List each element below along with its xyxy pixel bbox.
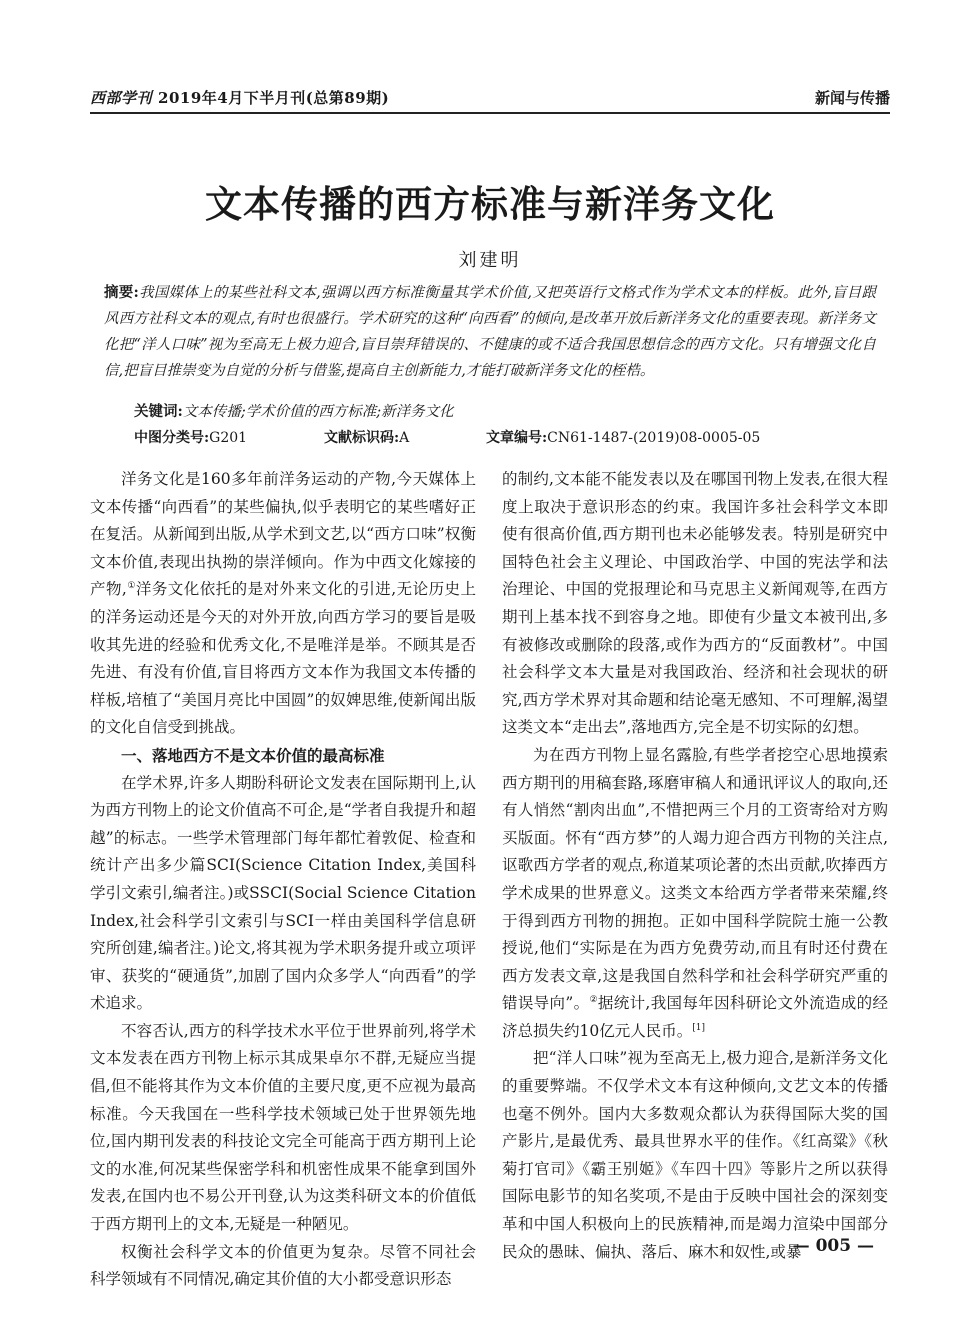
section-heading: 一、落地西方不是文本价值的最高标准 [121,745,385,765]
author-name: 刘建明 [458,250,522,271]
abstract [104,280,876,384]
paragraph: 在学术界,许多人期盼科研论文发表在国际期刊上,认为西方刊物上的论文价值高不可企,是“学者自我提升和超越”的标志。一些学术管理部门每年都忙着敦促、检查和统计产出多少篇SCI(Science Citation Index,美国科学引文索引,编者注。)或SSCI(Social Science Citation Index,社会科学引文索引与SCI一样由美国科学信息研究所创建,编者注。)论文,将其视为学术职务提升或立项评审、获奖的“硬通货”,加剧了国内众多学人“向西看”的学术追求。 [90,773,476,1013]
journal-name: 西部学刊 [90,89,153,107]
paragraph: 不容否认,西方的科学技术水平位于世界前列,将学术文本发表在西方刊物上标示其成果卓尔不群,无疑应当提倡,但不能将其作为文本价值的主要尺度,更不应视为最高标准。今天我国在一些科学技术领域已处于世界领先地位,国内期刊发表的科技论文完全可能高于西方期刊上论文的水准,何况某些保密学科和机密性成果不能拿到国外发表,在国内也不易公开刊登,认为这类科研文本的价值低于西方期刊上的文本,无疑是一种陋见。 [90,1021,476,1234]
journal-info [90,87,389,108]
clc-code: 中图分类号:G201 [134,430,248,446]
footnote-marker: ② [589,995,598,1006]
running-header [90,86,890,114]
article-number: 文章编号:CN61-1487-(2019)08-0005-05 [486,430,761,446]
reference-marker: [1] [692,1022,705,1033]
abstract-text: 我国媒体上的某些社科文本,强调以西方标准衡量其学术价值,又把英语行文格式作为学术文本的样板。此外,盲目跟风西方社科文本的观点,有时也很盛行。学术研究的这种“向西看”的倾向,是改革开放后新洋务文化的重要表现。新洋务文化把“洋人口味”视为至高无上极力迎合,盲目崇拜错误的、不健康的或不适合我国思想信念的西方文化。只有增强文化自信,把盲目推崇变为自觉的分析与借鉴,提高自主创新能力,才能打破新洋务文化的桎梏。 [104,285,877,379]
keywords [134,402,874,422]
journal-issue: 2019年4月下半月刊(总第89期) [158,89,390,107]
paragraph: 为在西方刊物上显名露脸,有些学者挖空心思地摸索西方期刊的用稿套路,琢磨审稿人和通讯评议人的取向,还有人悄然“割肉出血”,不惜把两三个月的工资寄给对方购买版面。怀有“西方梦”的人竭力迎合西方刊物的关注点,讴歌西方学者的观点,称道某项论著的杰出贡献,吹捧西方学术成果的世界意义。这类文本给西方学者带来荣耀,终于得到西方刊物的拥抱。正如中国科学院院士施一公教授说,他们“实际是在为西方免费劳动,而且有时还付费在西方发表文章,这是我国自然科学和社会科学研究严重的错误导向”。②据统计,我国每年因科研论文外流造成的经济总损失约10亿元人民币。[1] [502,745,888,1040]
body-column-left [90,466,476,1294]
footnote-marker: ① [126,581,136,592]
document-code: 文献标识码:A [324,430,410,446]
paragraph: 权衡社会科学文本的价值更为复杂。尽管不同社会科学领域有不同情况,确定其价值的大小都受意识形态 [90,1242,476,1289]
classification-line [134,428,874,448]
paragraph: 洋务文化是160多年前洋务运动的产物,今天媒体上文本传播“向西看”的某些偏执,似乎表明它的某些嗜好正在复活。从新闻到出版,从学术到文艺,以“西方口味”权衡文本价值,表现出执拗的崇洋倾向。作为中西文化嫁接的产物,①洋务文化依托的是对外来文化的引进,无论历史上的洋务运动还是今天的对外开放,向西方学习的要旨是吸收其先进的经验和优秀文化,不是唯洋是举。不顾其是否先进、有没有价值,盲目将西方文本作为我国文本传播的样板,培植了“美国月亮比中国圆”的奴婢思维,使新闻出版的文化自信受到挑战。 [90,470,476,737]
paragraph: 把“洋人口味”视为至高无上,极力迎合,是新洋务文化的重要弊端。不仅学术文本有这种倾向,文艺文本的传播也毫不例外。国内大多数观众都认为获得国际大奖的国产影片,是最优秀、最具世界水平的佳作。《红高粱》《秋菊打官司》《霸王别姬》《车四十四》等影片之所以获得国际电影节的知名奖项,不是由于反映中国社会的深刻变革和中国人积极向上的民族精神,而是竭力渲染中国部分民众的愚昧、偏执、落后、麻木和奴性,或暴 [502,1049,888,1261]
keywords-text: 文本传播;学术价值的西方标准;新洋务文化 [182,404,454,420]
body-column-right [502,466,888,1266]
abstract-label: 摘要: [104,284,139,301]
keywords-label: 关键词: [134,403,183,420]
paragraph: 的制约,文本能不能发表以及在哪国刊物上发表,在很大程度上取决于意识形态的约束。我国许多社会科学文本即使有很高价值,西方期刊也未必能够发表。特别是研究中国特色社会主义理论、中国政治学、中国的宪法学和法治理论、中国的党报理论和马克思主义新闻观等,在西方期刊上基本找不到容身之地。即使有少量文本被刊出,多有被修改或删除的段落,或作为西方的“反面教材”。中国社会科学文本大量是对我国政治、经济和社会现状的研究,西方学术界对其命题和结论毫无感知、不可理解,渴望这类文本“走出去”,落地西方,完全是不切实际的幻想。 [502,470,888,737]
section-tag: 新闻与传播 [814,89,890,107]
page-number: — 005 — [792,1236,874,1256]
article-title: 文本传播的西方标准与新洋务文化 [205,182,775,226]
